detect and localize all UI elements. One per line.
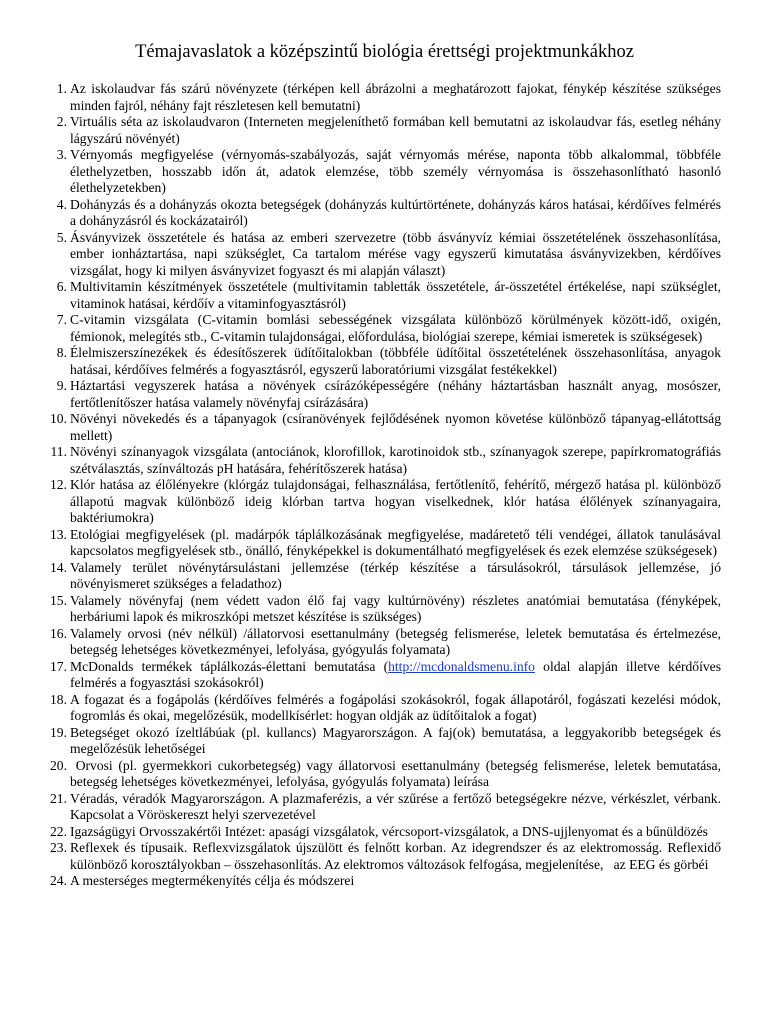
- item-text: Betegséget okozó ízeltlábúak (pl. kullancs) Magyarországon. A faj(ok) bemutatása, a leggyakoribb betegségek és megelőzésük lehetőségei: [70, 724, 721, 756]
- item-number: 16.: [50, 625, 67, 641]
- item-number: 17.: [50, 658, 67, 674]
- item-text: Ásványvizek összetétele és hatása az emberi szervezetre (több ásványvíz kémiai összetételének összehasonlítása, ember ionháztartása, napi szükséglet, Ca tartalom mérése vagy egyszerű kimutatása ásványvizekben, kérdőíves vizsgálat, hogy ki milyen ásványvizet fogyaszt és mi alapján választ): [70, 229, 721, 278]
- item-text: Dohányzás és a dohányzás okozta betegségek (dohányzás kultúrtörténete, dohányzás káros hatásai, kérdőíves felmérés a dohányzásról és kockázatairól): [70, 196, 721, 228]
- item-number: 23.: [50, 840, 67, 855]
- item-number: 5.: [56, 229, 67, 245]
- document-title: Témajavaslatok a középszintű biológia érettségi projektmunkákhoz: [135, 42, 634, 62]
- list-item: [38, 725, 721, 758]
- item-number: 8.: [56, 345, 67, 360]
- list-item: [38, 345, 721, 378]
- item-number: 21.: [50, 790, 67, 806]
- item-number: 19.: [50, 724, 67, 740]
- item-text: Az iskolaudvar fás szárú növényzete (térképen kell ábrázolni a meghatározott fajokat, fénykép készítése szükséges minden fajról, néhány fajt részletesen kell bemutatni): [70, 81, 721, 113]
- item-number: 11.: [50, 444, 67, 459]
- list-item: [38, 147, 721, 197]
- item-text: Valamely növényfaj (nem védett vadon élő faj vagy kultúrnövény) részletes anatómiai bemutatása (fényképek, herbáriumi lapok és mikroszkópi metszet készítése is szükséges): [70, 592, 721, 624]
- item-number: 9.: [56, 378, 67, 393]
- item-text: Véradás, véradók Magyarországon. A plazmaferézis, a vér szűrése a fertőző betegségekre nézve, vérkészlet, vérbank. Kapcsolat a Vöröskereszt helyi szervezetével: [70, 790, 721, 822]
- item-number: 13.: [50, 526, 67, 542]
- item-text: A mesterséges megtermékenyítés célja és módszerei: [70, 873, 355, 888]
- item-text-before-link: McDonalds termékek táplálkozás-élettani bemutatása (: [70, 658, 389, 674]
- list-item: [38, 81, 721, 114]
- item-text: Igazságügyi Orvosszakértői Intézet: apasági vizsgálatok, vércsoport-vizsgálatok, a DNS-ujjlenyomat és a bűnüldözés: [70, 823, 708, 839]
- item-text: Valamely terület növénytársulástani jellemzése (térkép készítése a társulásokról, társulások jellemzése, jó növényismeret szükséges a feladathoz): [70, 559, 721, 591]
- list-item: [38, 527, 721, 560]
- item-number: 20.: [50, 757, 67, 773]
- item-text: [70, 659, 721, 692]
- item-number: 2.: [56, 114, 67, 129]
- item-text: Virtuális séta az iskolaudvaron (Interneten megjeleníthető formában kell bemutatni az iskolaudvar fás, esetleg néhány lágyszárú növényét): [70, 114, 721, 146]
- item-text: A fogazat és a fogápolás (kérdőíves felmérés a fogápolási szokásokról, fogak állapotáról, fogászati kezelési módok, fogromlás és okai, megelőzésük, modellkísérlet: hogyan oldják az üdítőitalok a fogat): [70, 691, 721, 723]
- item-text: Valamely orvosi (név nélkül) /állatorvosi esettanulmány (betegség felismerése, leletek bemutatása és értelmezése, betegség lehetséges következményei, lefolyása, gyógyulás folyamata): [70, 625, 721, 657]
- item-text: C-vitamin vizsgálata (C-vitamin bomlási sebességének vizsgálata különböző körülmények között-idő, oxigén, fémionok, melegítés stb., C-vitamin tulajdonságai, előfordulása, biológiai szerepe, kémiai ismeretek is szükségesek): [70, 312, 721, 344]
- list-item: [38, 411, 721, 444]
- list-item: [38, 626, 721, 659]
- item-number: 18.: [50, 691, 67, 707]
- item-number: 15.: [50, 592, 67, 608]
- topic-list: [38, 81, 725, 890]
- list-item: [38, 593, 721, 626]
- list-item: [38, 659, 721, 692]
- item-number: 24.: [50, 873, 67, 888]
- item-number: 6.: [56, 279, 67, 294]
- list-item: [38, 312, 721, 345]
- item-number: 7.: [56, 312, 67, 327]
- list-item: [38, 757, 725, 791]
- item-text: Vérnyomás megfigyelése (vérnyomás-szabályozás, saját vérnyomás mérése, naponta több alkalommal, többféle élethelyzetben, hosszabb időn át, adatok elemzése, több személy vérnyomása is összehasonlítható hasonló élethelyzetekben): [70, 147, 721, 195]
- item-number: 14.: [50, 559, 67, 575]
- list-item: [38, 692, 721, 725]
- list-item: [38, 560, 721, 593]
- item-text: Reflexek és típusaik. Reflexvizsgálatok újszülött és felnőtt korban. Az idegrendszer és az elektromosság. Reflexidő különböző korosztályokban – összehasonlítás. Az elektromos változások felfogása, megjelenítése, az EEG és görbéi: [70, 840, 725, 872]
- item-text: Etológiai megfigyelések (pl. madárpók táplálkozásának megfigyelése, madáretető téli vendégei, állatok tanulásával kapcsolatos megfigyelések stb., önálló, fényképekkel is dokumentálható megfigyelések és ezek elemzése szükségesek): [70, 526, 721, 558]
- list-item: [38, 840, 725, 873]
- mcdonalds-menu-link[interactable]: http://mcdonaldsmenu.info: [388, 658, 535, 674]
- item-number: 22.: [50, 823, 67, 839]
- item-number: 1.: [56, 81, 67, 96]
- item-text: Klór hatása az élőlényekre (klórgáz tulajdonságai, felhasználása, fertőtlenítő, fehérítő, mérgező hatása pl. különböző állapotú magvak különböző ideig klórban tartva hogyan viselkednek, klór hatása élőlények színanyagaira, baktériumokra): [70, 477, 721, 525]
- item-text: Növényi növekedés és a tápanyagok (csíranövények fejlődésének nyomon követése különböző tápanyag-ellátottság mellett): [70, 411, 721, 443]
- item-number: 4.: [56, 196, 67, 212]
- item-text: Orvosi (pl. gyermekkori cukorbetegség) vagy állatorvosi esettanulmány (betegség felismerése, leletek bemutatása, betegség lehetséges következményei, lefolyása, gyógyulás folyamata) leírása: [70, 757, 725, 789]
- list-item: [38, 477, 721, 527]
- item-text-after-link: oldal alapján illetve kérdőíves felmérés a fogyasztási szokásokról): [70, 658, 721, 690]
- item-number: 10.: [50, 411, 67, 426]
- item-text: Multivitamin készítmények összetétele (multivitamin tabletták összetétele, ár-összetétel értékelése, napi szükséglet, vitaminok hatásai, kérdőív a vitaminfogyasztásról): [70, 279, 721, 311]
- item-number: 3.: [56, 147, 67, 162]
- list-item: [38, 378, 721, 411]
- item-text: Élelmiszerszínezékek és édesítőszerek üdítőitalokban (többféle üdítőital összetételének összehasonlítása, anyagok hatásai, kérdőíves felmérés a fogyasztásról, egyszerű laboratóriumi vizsgálat festékekkel): [70, 345, 721, 377]
- list-item: [38, 824, 721, 841]
- list-item: [38, 873, 721, 890]
- list-item: [38, 279, 721, 312]
- list-item: [38, 230, 721, 280]
- list-item: [38, 197, 721, 230]
- list-item: [38, 791, 721, 824]
- item-text: Növényi színanyagok vizsgálata (antociánok, klorofillok, karotinoidok stb., színanyagok szerepe, papírkromatográfiás szétválasztás, színváltozás pH hatására, fehérítőszerek hatása): [70, 444, 721, 476]
- list-item: [38, 444, 721, 477]
- list-item: [38, 114, 721, 147]
- item-text: Háztartási vegyszerek hatása a növények csírázóképességére (néhány háztartásban használt anyag, mosószer, fertőtlenítőszer hatása valamely növényfaj csírázására): [70, 378, 721, 410]
- item-number: 12.: [50, 477, 67, 492]
